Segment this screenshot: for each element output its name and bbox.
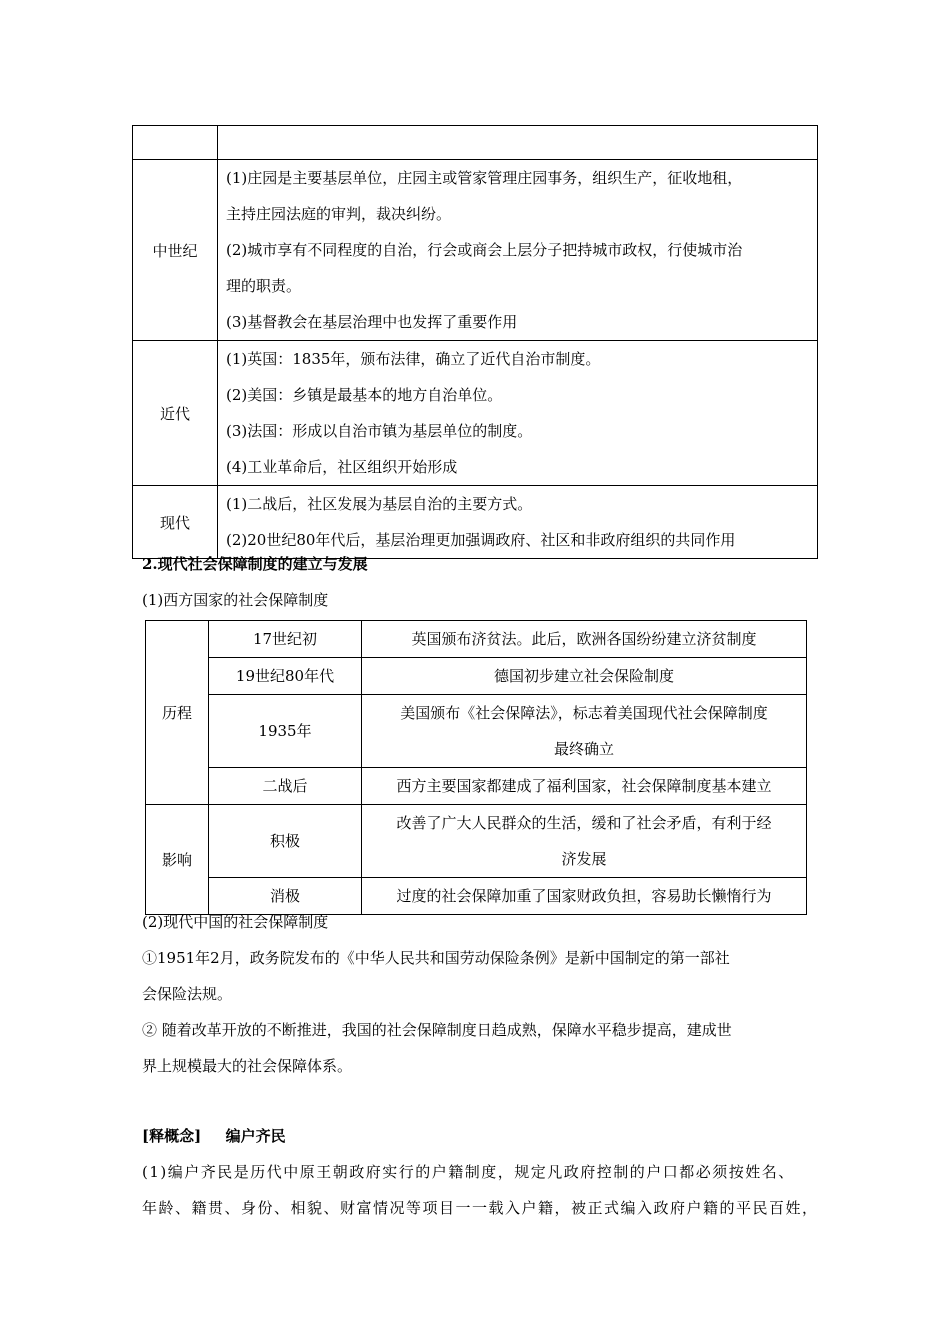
table-row [133,160,818,341]
impact-text-cell: 过度的社会保障加重了国家财政负担，容易助长懒惰行为 [362,878,807,915]
content-line: (1)庄园是主要基层单位，庄园主或管家管理庄园事务，组织生产，征收地租， [226,169,743,187]
event-cell: 最终确立 [362,731,807,768]
content-line: (2)城市享有不同程度的自治，行会或商会上层分子把持城市政权，行使城市治 [226,241,743,259]
subsection-title: (2)现代中国的社会保障制度 [142,913,329,931]
section-title: 2.现代社会保障制度的建立与发展 [142,555,368,573]
table-row [146,805,807,842]
paragraph-line: (1)编户齐民是历代中原王朝政府实行的户籍制度，规定凡政府控制的户口都必须按姓名、 [142,1163,795,1181]
impact-kind-cell: 消极 [209,878,362,915]
paragraph-line: 界上规模最大的社会保障体系。 [142,1057,353,1075]
content-line: (3)基督教会在基层治理中也发挥了重要作用 [226,313,518,331]
paragraph-line: 年龄、籍贯、身份、相貌、财富情况等项目一一载入户籍，被正式编入政府户籍的平民百姓， [142,1199,819,1217]
content-line: (1)二战后，社区发展为基层自治的主要方式。 [226,495,533,513]
paragraph-line: 会保险法规。 [142,985,233,1003]
social-security-table [145,620,807,915]
concept-title: 编户齐民 [225,1127,286,1145]
impact-label-cell: 影响 [146,805,209,915]
impact-text-cell: 济发展 [362,841,807,878]
content-cell [218,160,818,341]
content-line: (4)工业革命后，社区组织开始形成 [226,458,458,476]
time-cell: 1935年 [209,695,362,768]
period-cell: 近代 [133,341,218,486]
table-row [146,621,807,658]
table-row [133,341,818,486]
impact-text-cell: 改善了广大人民群众的生活，缓和了社会矛盾，有利于经 [362,805,807,842]
paragraph-line: ①1951年2月，政务院发布的《中华人民共和国劳动保险条例》是新中国制定的第一部社 [142,949,730,967]
table-row [146,695,807,732]
event-cell: 美国颁布《社会保障法》，标志着美国现代社会保障制度 [362,695,807,732]
table-row [146,768,807,805]
empty-header-cell [133,126,218,160]
table-row [146,658,807,695]
impact-kind-cell: 积极 [209,805,362,878]
content-line: (2)美国：乡镇是最基本的地方自治单位。 [226,386,503,404]
period-cell: 中世纪 [133,160,218,341]
event-cell: 德国初步建立社会保险制度 [362,658,807,695]
content-line: (1)英国：1835年，颁布法律，确立了近代自治市制度。 [226,350,601,368]
concept-heading [142,1118,822,1154]
content-cell [218,341,818,486]
event-cell: 英国颁布济贫法。此后，欧洲各国纷纷建立济贫制度 [362,621,807,658]
time-cell: 17世纪初 [209,621,362,658]
period-cell: 现代 [133,486,218,559]
time-cell: 二战后 [209,768,362,805]
content-line: (2)20世纪80年代后，基层治理更加强调政府、社区和非政府组织的共同作用 [226,531,736,549]
concept-tag: [释概念] [142,1127,202,1145]
governance-table [132,125,818,559]
empty-header-cell [218,126,818,160]
content-line: (3)法国：形成以自治市镇为基层单位的制度。 [226,422,533,440]
subsection-title: (1)西方国家的社会保障制度 [142,591,329,609]
content-line: 主持庄园法庭的审判，裁决纠纷。 [226,205,452,223]
event-cell: 西方主要国家都建成了福利国家，社会保障制度基本建立 [362,768,807,805]
history-label-cell: 历程 [146,621,209,805]
time-cell: 19世纪80年代 [209,658,362,695]
table-header-row [133,126,818,160]
paragraph-line: ② 随着改革开放的不断推进，我国的社会保障制度日趋成熟，保障水平稳步提高，建成世 [142,1021,732,1039]
content-line: 理的职责。 [226,277,302,295]
